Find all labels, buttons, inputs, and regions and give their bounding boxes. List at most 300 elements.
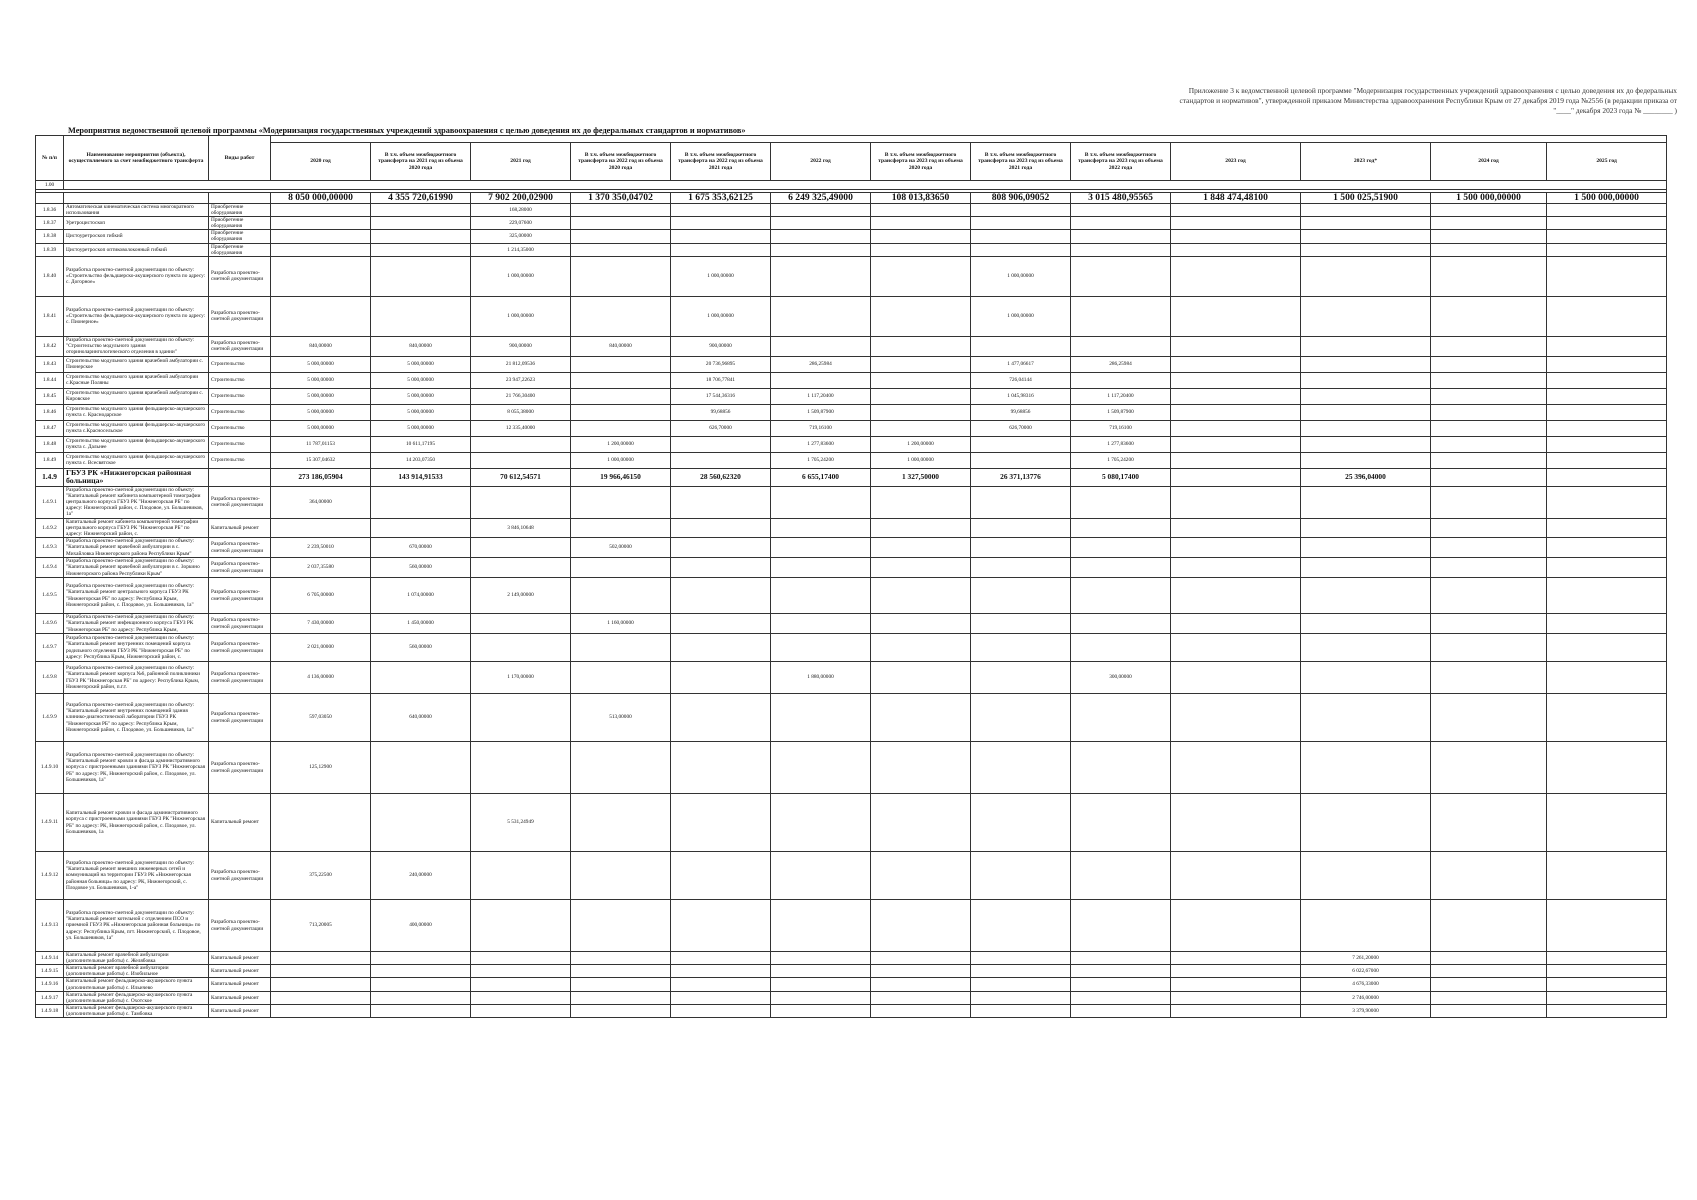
value-cell <box>971 486 1071 518</box>
value-cell: 900,00000 <box>471 336 571 356</box>
value-cell <box>571 388 671 404</box>
value-cell: 1 170,00000 <box>471 662 571 694</box>
table-row <box>36 852 1667 900</box>
value-cell <box>1171 662 1301 694</box>
value-cell: 5 000,00000 <box>371 372 471 388</box>
table-row <box>36 991 1667 1004</box>
value-cell: 17 544,36316 <box>671 388 771 404</box>
value-cell: 1 000,00000 <box>471 296 571 336</box>
row-number: 1.4.9.1 <box>36 486 64 518</box>
value-cell <box>771 486 871 518</box>
value-cell <box>1431 978 1547 991</box>
value-cell <box>971 991 1071 1004</box>
value-cell: 1 705,24200 <box>771 452 871 468</box>
row-name: Разработка проектно-сметной документации по объекту: "Капитальный ремонт врачебной амбулатории в с. Зоркино Нижнегорского района Республики Крым" <box>64 558 209 578</box>
value-cell <box>1171 852 1301 900</box>
row-number: 1.8.36 <box>36 204 64 217</box>
row-kind: Разработка проектно-сметной документации <box>209 256 271 296</box>
row-number: 1.4.9.7 <box>36 634 64 662</box>
row-number: 1.8.39 <box>36 243 64 256</box>
value-cell <box>471 952 571 965</box>
value-cell <box>1171 978 1301 991</box>
value-cell <box>371 204 471 217</box>
value-cell <box>1301 243 1431 256</box>
value-cell <box>871 952 971 965</box>
value-cell <box>1071 978 1171 991</box>
value-cell: 229,07600 <box>471 217 571 230</box>
value-cell <box>1547 336 1667 356</box>
row-name: Автоматическая кинематическая система многократного использования <box>64 204 209 217</box>
value-cell <box>271 965 371 978</box>
value-cell <box>471 900 571 952</box>
value-cell <box>971 452 1071 468</box>
value-cell <box>671 634 771 662</box>
row-name: Разработка проектно-сметной документации по объекту: "Капитальный ремонт центрального корпуса ГБУЗ РК "Нижнегорская РБ" по адресу: Республика Крым, Нижнегорский район, с. Плодовое, ул. Большевиков, 1а" <box>64 578 209 614</box>
value-cell <box>671 518 771 537</box>
value-cell: 3 379,90000 <box>1301 1004 1431 1017</box>
table-row <box>36 204 1667 217</box>
value-cell <box>771 204 871 217</box>
value-cell <box>1431 204 1547 217</box>
value-cell <box>1171 204 1301 217</box>
value-cell <box>1301 217 1431 230</box>
value-cell <box>1171 256 1301 296</box>
value-cell <box>1071 852 1171 900</box>
value-cell: 1 160,00000 <box>571 614 671 634</box>
table-row <box>36 420 1667 436</box>
row-kind: Капитальный ремонт <box>209 952 271 965</box>
value-cell <box>471 978 571 991</box>
value-cell <box>771 256 871 296</box>
row-kind: Строительство <box>209 356 271 372</box>
value-cell <box>471 965 571 978</box>
value-cell <box>1171 558 1301 578</box>
value-cell: 6 705,00000 <box>271 578 371 614</box>
table-row <box>36 388 1667 404</box>
row-kind: Капитальный ремонт <box>209 794 271 852</box>
value-cell <box>971 230 1071 243</box>
row-kind: Приобретение оборудования <box>209 243 271 256</box>
value-cell <box>1547 404 1667 420</box>
value-cell <box>771 578 871 614</box>
value-cell <box>1301 852 1431 900</box>
value-cell <box>671 694 771 742</box>
value-cell: 23 947,22623 <box>471 372 571 388</box>
total-value-cell: 808 906,09052 <box>971 193 1071 204</box>
value-cell <box>1547 614 1667 634</box>
value-cell <box>971 204 1071 217</box>
value-cell <box>1547 991 1667 1004</box>
value-cell <box>1171 742 1301 794</box>
value-cell: 1 705,24200 <box>1071 452 1171 468</box>
value-cell <box>1431 486 1547 518</box>
value-cell <box>871 852 971 900</box>
value-cell <box>1431 217 1547 230</box>
value-cell <box>771 243 871 256</box>
value-cell <box>371 296 471 336</box>
value-cell <box>1431 1004 1547 1017</box>
value-cell: 168,28000 <box>471 204 571 217</box>
value-cell: 1 000,00000 <box>971 296 1071 336</box>
table-row <box>36 296 1667 336</box>
column-header-15: 2025 год <box>1547 143 1667 181</box>
value-cell <box>771 742 871 794</box>
total-row <box>36 193 1667 204</box>
total-kind-cell <box>209 193 271 204</box>
value-cell <box>371 662 471 694</box>
value-cell <box>571 486 671 518</box>
total-value-cell: 1 848 474,48100 <box>1171 193 1301 204</box>
value-cell <box>1301 372 1431 388</box>
row-name: Разработка проектно-сметной документации по объекту: «Строительство фельдшерско-акушерского пункта по адресу: с. Догорное» <box>64 256 209 296</box>
value-cell: 325,00000 <box>471 230 571 243</box>
value-cell <box>571 296 671 336</box>
row-name: Капитальный ремонт фельдшерско-акушерского пункта (дополнительные работы) с. Тамбовка <box>64 1004 209 1017</box>
row-kind: Строительство <box>209 372 271 388</box>
value-cell <box>571 217 671 230</box>
value-cell: 1 000,00000 <box>871 452 971 468</box>
value-cell <box>771 296 871 336</box>
value-cell <box>1431 468 1547 486</box>
value-cell <box>871 578 971 614</box>
value-cell <box>1171 404 1301 420</box>
table-row <box>36 742 1667 794</box>
value-cell <box>571 634 671 662</box>
value-cell <box>671 486 771 518</box>
value-cell <box>871 991 971 1004</box>
table-row <box>36 794 1667 852</box>
value-cell <box>871 356 971 372</box>
value-cell <box>571 420 671 436</box>
value-cell <box>371 742 471 794</box>
value-cell <box>1431 965 1547 978</box>
row-kind: Разработка проектно-сметной документации <box>209 336 271 356</box>
row-name: Разработка проектно-сметной документации по объекту: "Капитальный ремонт корпуса №6, районной поликлиники ГБУЗ РК "Нижнегорская РБ" по адресу: Республика Крым, Нижнегорский район, п.г.т. <box>64 662 209 694</box>
value-cell <box>1171 518 1301 537</box>
value-cell <box>471 538 571 558</box>
row-kind: Разработка проектно-сметной документации <box>209 558 271 578</box>
value-cell <box>1301 436 1431 452</box>
row-number: 1.4.9.18 <box>36 1004 64 1017</box>
value-cell <box>671 614 771 634</box>
row-number: 1.8.46 <box>36 404 64 420</box>
value-cell <box>271 256 371 296</box>
value-cell <box>971 614 1071 634</box>
row-name: Капитальный ремонт кабинета компьютерной томографии центрального корпуса ГБУЗ РК "Нижнегорская РБ" по адресу: Нижнегорский район, с. <box>64 518 209 537</box>
value-cell: 3 846,10648 <box>471 518 571 537</box>
value-cell <box>1547 578 1667 614</box>
value-cell <box>371 230 471 243</box>
value-cell <box>1071 243 1171 256</box>
value-cell <box>871 794 971 852</box>
table-row <box>36 538 1667 558</box>
table-row <box>36 336 1667 356</box>
row-kind: Разработка проектно-сметной документации <box>209 662 271 694</box>
value-cell <box>1171 952 1301 965</box>
row-name: Цистоуретроскоп гибкий <box>64 230 209 243</box>
value-cell <box>671 452 771 468</box>
value-cell <box>1071 486 1171 518</box>
value-cell <box>571 662 671 694</box>
row-name: Строительство модульного здания фельдшерско-акушерского пункта с.Красносельское <box>64 420 209 436</box>
value-cell: 125,12900 <box>271 742 371 794</box>
row-name: Разработка проектно-сметной документации по объекту: "Капитальный ремонт котельной с отделением ПСО и приемной ГБУЗ РК «Нижнегорская районная больница» по адресу: Республика Крым, пгт. Нижнегорский, с. Плодовое, ул. Большевиков, 1а" <box>64 900 209 952</box>
row-kind: Строительство <box>209 452 271 468</box>
value-cell <box>471 991 571 1004</box>
column-header-12: 2023 год <box>1171 143 1301 181</box>
row-number: 1.4.9.9 <box>36 694 64 742</box>
value-cell: 4 676,33000 <box>1301 978 1431 991</box>
value-cell: 640,00000 <box>371 694 471 742</box>
column-header-num: № п/п <box>36 136 64 181</box>
row-name: Разработка проектно-сметной документации по объекту: "Капитальный ремонт инфекционного корпуса ГБУЗ РК "Нижнегорская РБ" по адресу: Республика Крым, <box>64 614 209 634</box>
value-cell: 1 000,00000 <box>471 256 571 296</box>
value-cell <box>1071 256 1171 296</box>
value-cell <box>771 614 871 634</box>
column-header-11: В т.ч. объем межбюджетного трансферта на 2023 год из объема 2022 года <box>1071 143 1171 181</box>
value-cell <box>771 978 871 991</box>
row-number: 1.8.42 <box>36 336 64 356</box>
row-name: Капитальный ремонт фельдшерско-акушерского пункта (дополнительные работы) с. Охотское <box>64 991 209 1004</box>
value-cell <box>271 217 371 230</box>
value-cell <box>1071 230 1171 243</box>
value-cell <box>1071 742 1171 794</box>
row-name: Разработка проектно-сметной документации по объекту: «Строительство фельдшерско-акушерского пункта по адресу: с. Пионерное» <box>64 296 209 336</box>
value-cell <box>1171 538 1301 558</box>
value-cell <box>871 978 971 991</box>
value-cell <box>571 742 671 794</box>
document-title: Мероприятия ведомственной целевой программы «Модернизация государственных учреждений здравоохранения с целью доведения их до федеральных стандартов и нормативов» <box>68 126 746 135</box>
value-cell <box>871 230 971 243</box>
value-cell <box>871 336 971 356</box>
value-cell <box>871 296 971 336</box>
value-cell: 364,00000 <box>271 486 371 518</box>
value-cell: 840,00000 <box>571 336 671 356</box>
row-name: Капитальный ремонт фельдшерско-акушерского пункта (дополнительные работы) с. Ильичево <box>64 978 209 991</box>
value-cell <box>371 486 471 518</box>
value-cell <box>1431 558 1547 578</box>
row-kind: Капитальный ремонт <box>209 978 271 991</box>
value-cell <box>771 217 871 230</box>
value-cell <box>871 486 971 518</box>
total-value-cell: 6 249 325,49000 <box>771 193 871 204</box>
column-header-14: 2024 год <box>1431 143 1547 181</box>
value-cell <box>1431 436 1547 452</box>
value-cell <box>371 1004 471 1017</box>
value-cell: 5 000,00000 <box>371 404 471 420</box>
value-cell: 513,00000 <box>571 694 671 742</box>
row-number: 1.8.38 <box>36 230 64 243</box>
row-kind: Разработка проектно-сметной документации <box>209 742 271 794</box>
value-cell <box>671 436 771 452</box>
value-cell: 1 450,00000 <box>371 614 471 634</box>
value-cell <box>1431 518 1547 537</box>
row-kind: Разработка проектно-сметной документации <box>209 900 271 952</box>
row-number: 1.4.9.4 <box>36 558 64 578</box>
value-cell: 726,04144 <box>971 372 1071 388</box>
row-number: 1.4.9.10 <box>36 742 64 794</box>
value-cell: 5 000,00000 <box>271 420 371 436</box>
value-cell <box>971 952 1071 965</box>
total-value-cell: 1 500 000,00000 <box>1547 193 1667 204</box>
value-cell <box>571 256 671 296</box>
column-header-name: Наименование мероприятия (объекта), осуществляемого за счет межбюджетного трансферта <box>64 136 209 181</box>
value-cell <box>971 694 1071 742</box>
value-cell: 1 477,06617 <box>971 356 1071 372</box>
value-cell <box>1547 486 1667 518</box>
value-cell <box>571 965 671 978</box>
value-cell: 900,00000 <box>671 336 771 356</box>
total-num-cell <box>36 193 64 204</box>
value-cell <box>971 538 1071 558</box>
value-cell <box>571 558 671 578</box>
value-cell <box>971 518 1071 537</box>
column-header-7: В т.ч. объем межбюджетного трансферта на 2022 год из объема 2021 года <box>671 143 771 181</box>
value-cell <box>471 452 571 468</box>
value-cell <box>1301 900 1431 952</box>
row-number: 1.4.9 <box>36 468 64 486</box>
table-row <box>36 578 1667 614</box>
value-cell <box>371 978 471 991</box>
row-name: ГБУЗ РК «Нижнегорская районная больница» <box>64 468 209 486</box>
program-table <box>35 135 1667 1018</box>
value-cell <box>371 794 471 852</box>
value-cell <box>1171 336 1301 356</box>
value-cell <box>1301 694 1431 742</box>
value-cell: 1 074,00000 <box>371 578 471 614</box>
value-cell <box>1171 486 1301 518</box>
value-cell <box>871 256 971 296</box>
value-cell <box>371 518 471 537</box>
value-cell <box>871 404 971 420</box>
value-cell: 6 655,17400 <box>771 468 871 486</box>
row-number: 1.8.47 <box>36 420 64 436</box>
value-cell <box>571 243 671 256</box>
value-cell: 26 371,13776 <box>971 468 1071 486</box>
table-row <box>36 404 1667 420</box>
table-row <box>36 243 1667 256</box>
value-cell: 1 200,00000 <box>871 436 971 452</box>
value-cell <box>871 694 971 742</box>
value-cell <box>371 217 471 230</box>
value-cell: 5 000,00000 <box>271 372 371 388</box>
row-name: Строительство модульного здания фельдшерско-акушерского пункта с. Краснодарское <box>64 404 209 420</box>
value-cell: 18 706,77841 <box>671 372 771 388</box>
value-cell: 1 880,00000 <box>771 662 871 694</box>
value-cell <box>1547 296 1667 336</box>
value-cell <box>971 634 1071 662</box>
value-cell <box>1431 230 1547 243</box>
column-header-row <box>36 143 1667 181</box>
value-cell <box>1431 372 1547 388</box>
row-kind: Приобретение оборудования <box>209 217 271 230</box>
value-cell <box>771 965 871 978</box>
value-cell <box>1431 694 1547 742</box>
row-number: 1.4.9.14 <box>36 952 64 965</box>
row-number: 1.8.48 <box>36 436 64 452</box>
value-cell <box>1301 742 1431 794</box>
value-cell <box>271 243 371 256</box>
row-number: 1.8.40 <box>36 256 64 296</box>
value-cell <box>1547 356 1667 372</box>
value-cell <box>1071 372 1171 388</box>
value-cell: 14 203,07350 <box>371 452 471 468</box>
row-number: 1.4.9.6 <box>36 614 64 634</box>
value-cell <box>671 952 771 965</box>
value-cell <box>771 694 871 742</box>
value-cell <box>1171 794 1301 852</box>
row-name: Строительство модульного здания врачебной амбулатории с.Красные Поляны <box>64 372 209 388</box>
value-cell <box>871 900 971 952</box>
value-cell: 1 277,83600 <box>771 436 871 452</box>
value-cell: 626,70000 <box>971 420 1071 436</box>
value-cell <box>1071 794 1171 852</box>
value-cell: 1 214,35000 <box>471 243 571 256</box>
value-cell <box>1431 538 1547 558</box>
value-cell <box>971 558 1071 578</box>
value-cell <box>971 852 1071 900</box>
value-cell <box>1301 518 1431 537</box>
value-cell <box>871 538 971 558</box>
value-cell <box>1547 230 1667 243</box>
value-cell <box>771 900 871 952</box>
value-cell <box>1301 578 1431 614</box>
table-row <box>36 558 1667 578</box>
row-name: Разработка проектно-сметной документации по объекту: "Строительство модульного здания оториноларингологического отделения в здании" <box>64 336 209 356</box>
value-cell <box>1171 991 1301 1004</box>
value-cell: 1 117,20400 <box>771 388 871 404</box>
value-cell: 560,00000 <box>371 558 471 578</box>
row-kind: Разработка проектно-сметной документации <box>209 614 271 634</box>
value-cell <box>1171 900 1301 952</box>
value-cell <box>1547 852 1667 900</box>
value-cell <box>1171 452 1301 468</box>
value-cell <box>1301 662 1431 694</box>
value-cell <box>1431 991 1547 1004</box>
value-cell: 25 396,04000 <box>1301 468 1431 486</box>
value-cell: 1 000,00000 <box>971 256 1071 296</box>
row-name: Строительство модульного здания фельдшерско-акушерского пункта с. Дальнее <box>64 436 209 452</box>
table-row <box>36 230 1667 243</box>
value-cell <box>1071 952 1171 965</box>
value-cell: 12 335,40000 <box>471 420 571 436</box>
value-cell <box>771 336 871 356</box>
value-cell <box>271 794 371 852</box>
row-name: Разработка проектно-сметной документации по объекту: "Капитальный ремонт врачебной амбулатории в с. Михайловка Нижнегорского района Республики Крым" <box>64 538 209 558</box>
value-cell: 28 560,62320 <box>671 468 771 486</box>
value-cell: 1 000,00000 <box>571 452 671 468</box>
row-number: 1.4.9.5 <box>36 578 64 614</box>
value-cell <box>771 230 871 243</box>
value-cell <box>671 538 771 558</box>
value-cell <box>1171 578 1301 614</box>
row-kind: Капитальный ремонт <box>209 991 271 1004</box>
value-cell: 1 000,00000 <box>671 256 771 296</box>
value-cell <box>1431 662 1547 694</box>
row-name: Капитальный ремонт кровли и фасада административного корпуса с пристроенными зданиями ГБУЗ РК "Нижнегорская РБ" по адресу: РК, Нижнегорский район, с. Плодовое, ул. Большевиков, 1а <box>64 794 209 852</box>
table-row <box>36 662 1667 694</box>
column-header-10: В т.ч. объем межбюджетного трансферта на 2023 год из объема 2021 года <box>971 143 1071 181</box>
value-cell <box>771 634 871 662</box>
row-kind: Разработка проектно-сметной документации <box>209 538 271 558</box>
value-cell <box>271 230 371 243</box>
total-value-cell: 4 355 720,61990 <box>371 193 471 204</box>
row-number: 1.4.9.17 <box>36 991 64 1004</box>
value-cell <box>371 243 471 256</box>
table-row <box>36 436 1667 452</box>
value-cell <box>671 558 771 578</box>
value-cell <box>1171 420 1301 436</box>
